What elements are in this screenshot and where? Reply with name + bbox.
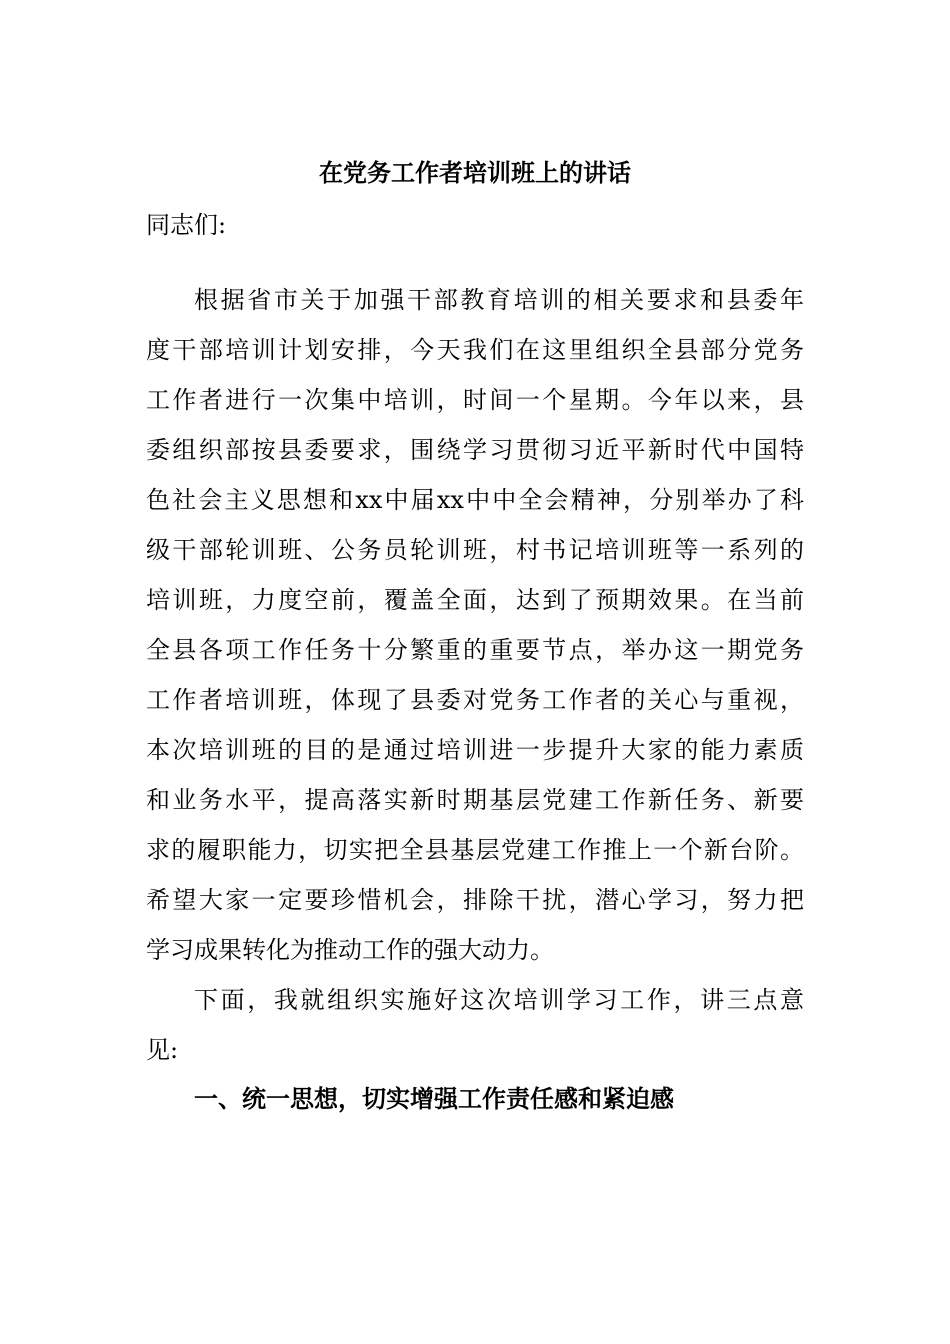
paragraph1-line: 和业务水平，提高落实新时期基层党建工作新任务、新要 [146, 786, 804, 814]
section-heading: 一、统一思想，切实增强工作责任感和紧迫感 [194, 1085, 674, 1113]
paragraph1-line: 本次培训班的目的是通过培训进一步提升大家的能力素质 [146, 736, 804, 764]
paragraph1-line: 度干部培训计划安排，今天我们在这里组织全县部分党务 [146, 336, 804, 364]
paragraph1-line: 色社会主义思想和xx中届xx中中全会精神，分别举办了科 [146, 486, 804, 514]
document-title: 在党务工作者培训班上的讲话 [319, 159, 631, 187]
paragraph1-line: 委组织部按县委要求，围绕学习贯彻习近平新时代中国特 [146, 436, 804, 464]
paragraph1-line: 级干部轮训班、公务员轮训班，村书记培训班等一系列的 [146, 536, 804, 564]
salutation: 同志们: [146, 211, 227, 239]
paragraph1-line: 全县各项工作任务十分繁重的重要节点，举办这一期党务 [146, 636, 804, 664]
paragraph1-line: 工作者进行一次集中培训，时间一个星期。今年以来，县 [146, 386, 804, 414]
paragraph1-line: 求的履职能力，切实把全县基层党建工作推上一个新台阶。 [146, 836, 804, 864]
paragraph1-line: 希望大家一定要珍惜机会，排除干扰，潜心学习，努力把 [146, 886, 804, 914]
paragraph1-line: 学习成果转化为推动工作的强大动力。 [146, 936, 554, 964]
paragraph2-line: 见: [146, 1036, 179, 1064]
paragraph1-line: 培训班，力度空前，覆盖全面，达到了预期效果。在当前 [146, 586, 804, 614]
paragraph2-line: 下面，我就组织实施好这次培训学习工作，讲三点意 [194, 986, 804, 1014]
paragraph1-line: 根据省市关于加强干部教育培训的相关要求和县委年 [194, 286, 804, 314]
paragraph1-line: 工作者培训班，体现了县委对党务工作者的关心与重视， [146, 686, 804, 714]
